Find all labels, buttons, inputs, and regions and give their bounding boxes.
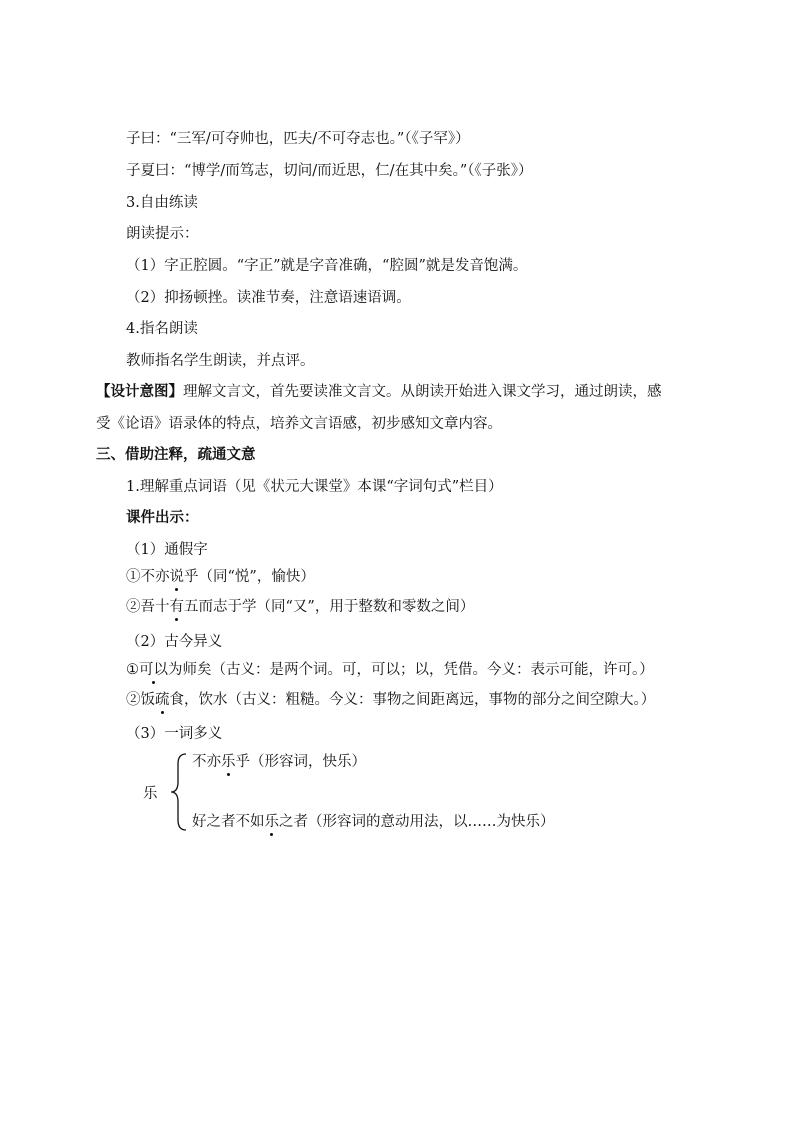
- polysemy-sense-2: [192, 812, 555, 832]
- emphasis-char: 有: [169, 599, 184, 615]
- text-segment: 不亦: [192, 754, 221, 770]
- text-segment: 乎（形容词，快乐）: [235, 754, 366, 770]
- text-segment: 乎（同“悦”，愉快）: [184, 569, 315, 585]
- text-segment: ②饭: [126, 692, 155, 708]
- emphasis-char: 说: [169, 569, 184, 585]
- emphasis-char: 疏: [155, 692, 170, 708]
- polysemy-heading: （3）一词多义: [126, 726, 223, 742]
- step4-text: 教师指名学生朗读，并点评。: [126, 353, 315, 369]
- text-segment: ①: [126, 662, 139, 678]
- step4-title: 4.指名朗读: [126, 321, 198, 337]
- design-intent-line-2: 受《论语》语录体的特点，培养文言语感，初步感知文章内容。: [96, 416, 502, 432]
- step3-title: 3.自由练读: [126, 195, 198, 211]
- emphasis-chars: 可以: [139, 662, 168, 678]
- design-intent-label: 【设计意图】: [96, 383, 183, 400]
- emphasis-char: 乐: [221, 754, 236, 770]
- text-segment: 为师矣（古义：是两个词。可，可以；以，凭借。今义：表示可能，许可。）: [168, 662, 654, 678]
- section3-heading: 三、借助注释，疏通文意: [96, 446, 256, 463]
- reading-tips-label: 朗读提示：: [126, 226, 199, 242]
- text-segment: 好之者不如: [192, 814, 265, 830]
- polysemy-word: 乐: [143, 786, 158, 802]
- tongjia-item-1: [126, 567, 315, 587]
- text-segment: ①不亦: [126, 569, 170, 585]
- tongjia-heading: （1）通假字: [126, 542, 208, 558]
- text-segment: ②吾十: [126, 599, 170, 615]
- emphasis-char: 乐: [264, 814, 279, 830]
- quote-zihan: 子曰：“三军/可夺帅也，匹夫/不可夺志也。”（《子罕》）: [126, 131, 470, 147]
- text-segment: 五而志于学（同“又”，用于整数和零数之间）: [184, 599, 475, 615]
- design-intent-line-1: [96, 382, 662, 402]
- design-intent-text-1: 理解文言文，首先要读准文言文。从朗读开始进入课文学习，通过朗读，感: [183, 384, 662, 400]
- gujin-heading: （2）古今异义: [126, 634, 223, 650]
- curly-brace-icon: [168, 752, 192, 832]
- reading-tip-2: （2）抑扬顿挫。读准节奏，注意语速语调。: [126, 290, 411, 306]
- gujin-item-2: [126, 690, 655, 710]
- text-segment: 食，饮水（古义：粗糙。今义：事物之间距离远，事物的部分之间空隙大。）: [169, 692, 656, 708]
- item1-title: 1.理解重点词语（见《状元大课堂》本课“字词句式”栏目）: [126, 479, 503, 495]
- quote-zizhang: 子夏曰：“博学/而笃志，切问/而近思，仁/在其中矣。”（《子张》）: [126, 163, 533, 179]
- tongjia-item-2: [126, 597, 474, 617]
- text-segment: 之者（形容词的意动用法，以……为快乐）: [279, 814, 555, 830]
- reading-tip-1: （1）字正腔圆。“字正”就是字音准确，“腔圆”就是发音饱满。: [126, 258, 528, 274]
- courseware-label: 课件出示：: [126, 509, 199, 526]
- polysemy-sense-1: [192, 752, 366, 772]
- gujin-item-1: [126, 660, 654, 680]
